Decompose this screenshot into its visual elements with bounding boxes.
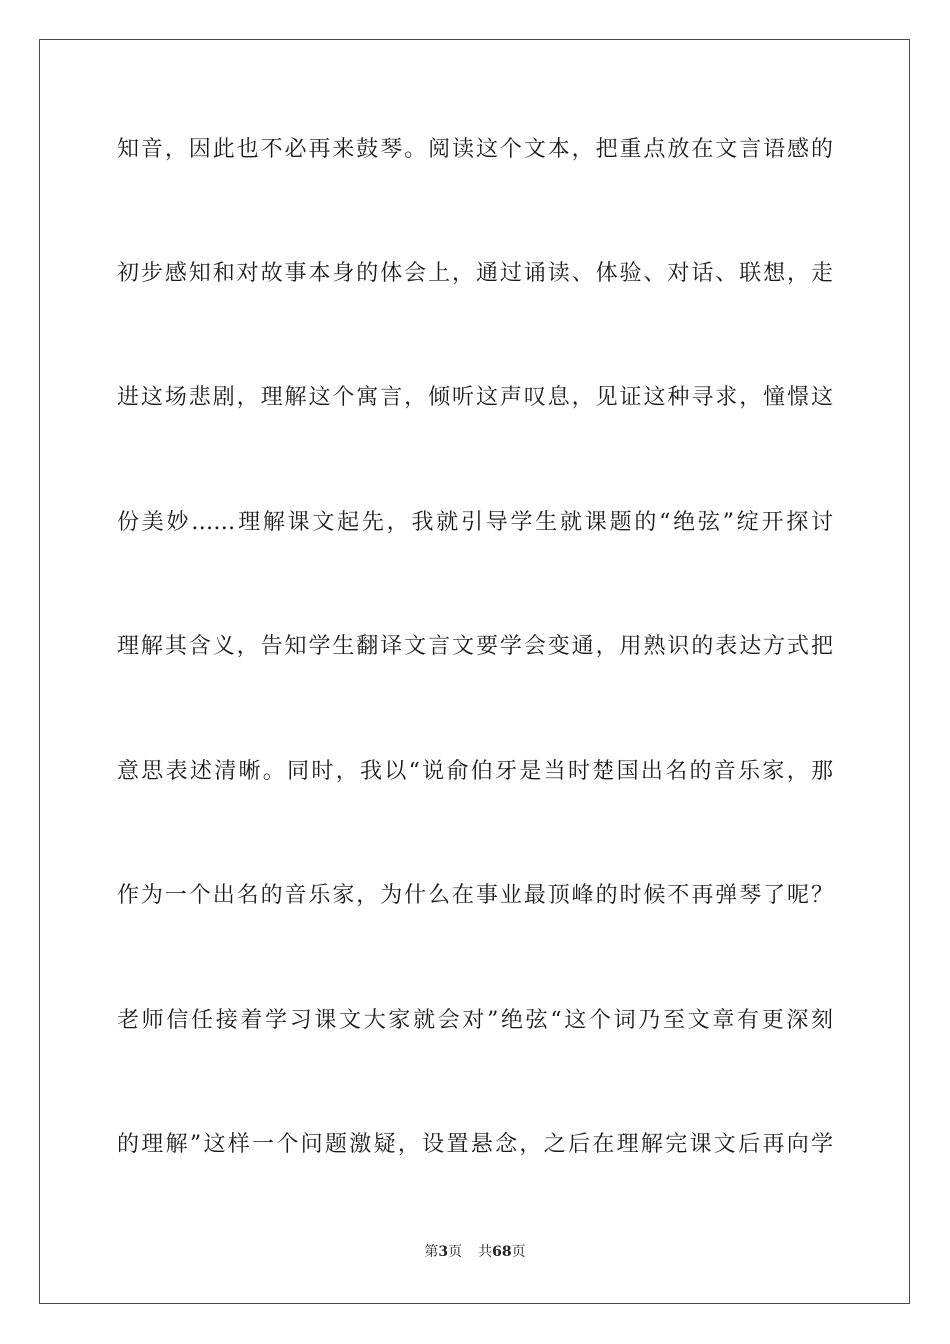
- page-number: 3: [438, 1244, 449, 1260]
- total-label-prefix: 共: [478, 1244, 493, 1260]
- page-label-suffix: 页: [448, 1244, 463, 1260]
- body-text-line-3: 进这场悲剧，理解这个寓言，倾听这声叹息，见证这种寻求，憧憬这: [117, 385, 833, 410]
- total-pages: 68: [492, 1244, 512, 1260]
- body-text-line-8: 老师信任接着学习课文大家就会对”绝弦“这个词乃至文章有更深刻: [117, 1008, 833, 1033]
- body-text-line-1: 知音，因此也不必再来鼓琴。阅读这个文本，把重点放在文言语感的: [117, 137, 833, 162]
- body-text-line-7: 作为一个出名的音乐家，为什么在事业最顶峰的时候不再弹琴了呢？: [117, 883, 833, 908]
- body-text-line-9: 的理解”这样一个问题激疑，设置悬念，之后在理解完课文后再向学: [117, 1132, 833, 1157]
- body-text-line-2: 初步感知和对故事本身的体会上，通过诵读、体验、对话、联想，走: [117, 261, 833, 286]
- page-border: [39, 39, 910, 1304]
- body-text-line-4: 份美妙……理解课文起先，我就引导学生就课题的“绝弦”绽开探讨: [117, 510, 833, 535]
- body-text-line-6: 意思表述清晰。同时，我以“说俞伯牙是当时楚国出名的音乐家，那: [117, 759, 833, 784]
- page-footer: [0, 1243, 950, 1261]
- page-label-prefix: 第: [424, 1244, 439, 1260]
- body-text-line-5: 理解其含义，告知学生翻译文言文要学会变通，用熟识的表达方式把: [117, 634, 833, 659]
- total-label-suffix: 页: [511, 1244, 526, 1260]
